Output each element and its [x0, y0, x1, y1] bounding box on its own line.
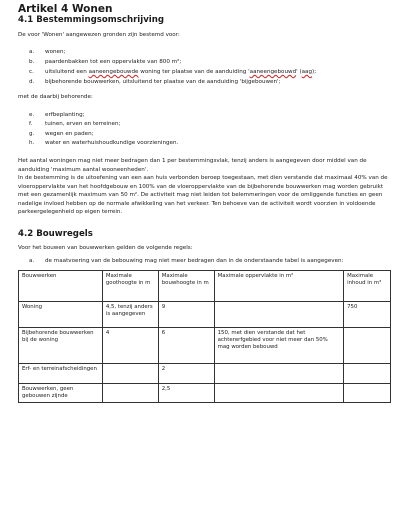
table-cell: 4 — [102, 327, 158, 363]
table-row — [19, 383, 391, 402]
paragraph-housing-count: Het aantal woningen mag niet meer bedragen dan 1 per bestemmingsvlak, tenzij anders is aangegeven door middel van de aanduiding 'maximum aantal wooneenheden'. — [18, 158, 367, 173]
table-cell — [344, 327, 391, 363]
table-cell — [344, 363, 391, 383]
column-header: Maximale oppervlakte in m² — [214, 270, 343, 301]
column-header: Bouwwerken — [19, 270, 103, 301]
purpose-list — [18, 48, 391, 87]
table-cell — [344, 383, 391, 402]
intro-paragraph-bouwregels: Voor het bouwen van bouwwerken gelden de volgende regels: — [18, 244, 193, 251]
table-cell: 2 — [158, 363, 214, 383]
list-item: h. water en waterhuishoudkundige voorzieningen. — [29, 140, 179, 147]
intro-paragraph: De voor 'Wonen' aangewezen gronden zijn bestemd voor: — [18, 32, 180, 38]
table-row — [19, 301, 391, 327]
intro-paragraph-2: met de daarbij behorende: — [18, 93, 93, 100]
table-cell: 9 — [158, 301, 214, 327]
table-cell: Woning — [19, 301, 103, 327]
list-item: f. tuinen, erven en terreinen; — [29, 121, 121, 128]
article-title: Artikel 4 Wonen — [18, 3, 113, 15]
list-item: b. paardenbakken tot een oppervlakte van 800 m²; — [29, 58, 182, 65]
spellcheck-marked-word: aag — [301, 69, 313, 76]
table-cell: Bijbehorende bouwwerken bij de woning — [19, 327, 103, 363]
table-cell: Erf- en terreinafscheidingen — [19, 363, 103, 383]
table-cell: Bouwwerken, geen gebouwen zijnde — [19, 383, 103, 402]
list-item: e. erfbeplanting; — [29, 112, 85, 119]
table-cell: 2,5 — [158, 383, 214, 402]
column-header: Maximale inhoud in m³ — [344, 270, 391, 301]
spellcheck-marked-word: aaneengebouwde — [88, 69, 139, 76]
section-heading-bestemmingsomschrijving: 4.1 Bestemmingsomschrijving — [18, 15, 165, 25]
table-cell — [102, 383, 158, 402]
table-cell — [214, 363, 343, 383]
list-item: c. uitsluitend een aaneengebouwde woning ter plaatse van de aanduiding 'aaneengebouwd' (aag); — [29, 69, 317, 76]
spellcheck-marked-word: aaneengebouwd — [249, 69, 297, 76]
table-cell — [214, 301, 343, 327]
table-cell — [102, 363, 158, 383]
table-cell: 4,5, tenzij anders is aangegeven — [102, 301, 158, 327]
table-cell: 750 — [344, 301, 391, 327]
table-row — [19, 327, 391, 363]
list-item: a. de maatvoering van de bebouwing mag niet meer bedragen dan in de onderstaande tabel is aangegeven: — [29, 258, 344, 265]
accessory-list — [18, 111, 391, 147]
table-header-row — [19, 270, 391, 301]
list-item: d. bijbehorende bouwwerken, uitsluitend ter plaatse van de aanduiding 'bijgebouwen'; — [29, 79, 281, 86]
table-row — [19, 363, 391, 383]
column-header: Maximale goothoogte in m — [102, 270, 158, 301]
paragraph-home-profession: In de bestemming is de uitoefening van een aan huis verbonden beroep toegestaan, met dien verstande dat maximaal 40% van de vloeroppervlakte van het hoofdgebouw en 100% van de vloeroppervlakte van de bijbehorende bouwwerken mag worden gebruikt met een gezamenlijk maximum van 50 m². De activiteit mag niet leiden tot belemmeringen voor de omliggende functies en geen nadelige invloed hebben op de normale afwikkeling van het verkeer. Ten behoeve van de activiteit wordt voorzien in voldoende parkeergelegenheid op eigen terrein. — [18, 175, 388, 216]
section-heading-bouwregels: 4.2 Bouwregels — [18, 228, 93, 239]
table-cell — [214, 383, 343, 402]
list-item: g. wegen en paden; — [29, 130, 94, 137]
table-cell: 150, met dien verstande dat het achtererfgebied voor niet meer dan 50% mag worden bebouwd — [214, 327, 343, 363]
dimensions-table — [18, 270, 391, 403]
table-cell: 6 — [158, 327, 214, 363]
list-item: a. wonen; — [29, 48, 66, 55]
column-header: Maximale bouwhoogte in m — [158, 270, 214, 301]
